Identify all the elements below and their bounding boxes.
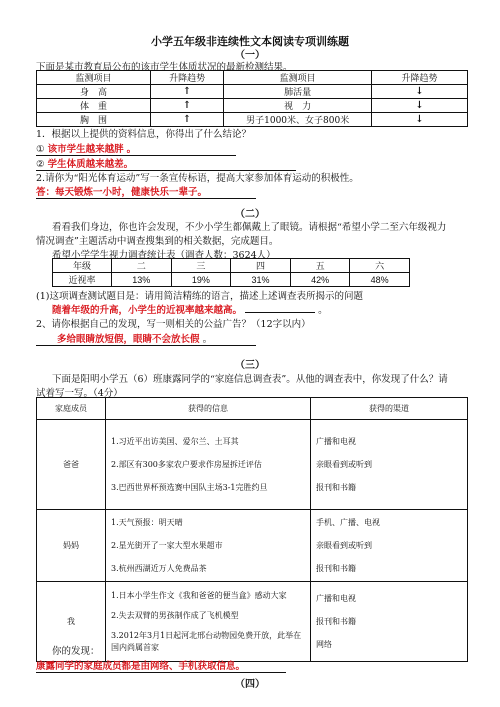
table-header: 四 bbox=[231, 259, 291, 273]
table-header: 获得的信息 bbox=[106, 398, 311, 420]
table-header-row bbox=[37, 398, 468, 420]
channel-list bbox=[311, 582, 468, 662]
family-member: 妈妈 bbox=[37, 510, 106, 582]
table-header: 升降趋势 bbox=[372, 71, 468, 85]
vision-table bbox=[52, 258, 410, 287]
table-header: 监测项目 bbox=[224, 71, 372, 85]
family-info-table bbox=[36, 397, 468, 662]
info-list bbox=[106, 420, 311, 510]
table-row bbox=[37, 85, 468, 99]
answer-1-1 bbox=[36, 141, 236, 156]
table-header: 监测项目 bbox=[37, 71, 151, 85]
channel-item: 报刊和书籍 bbox=[316, 483, 356, 492]
family-member: 爸爸 bbox=[37, 420, 106, 510]
info-item: 1.日本小学生作文《我和爸爸的便当盒》感动大家 bbox=[111, 590, 287, 600]
table-header: 五 bbox=[290, 259, 350, 273]
section-2-label: （二） bbox=[235, 209, 265, 220]
answer-2-1 bbox=[52, 302, 328, 316]
table-cell: 48% bbox=[350, 273, 410, 287]
info-item: 3.2012年3月1日起河北邢台动物园免费开放，此举在国内尚属首家 bbox=[111, 630, 302, 652]
table-row bbox=[37, 420, 468, 510]
channel-item: 广播和电视 bbox=[316, 437, 356, 446]
table-cell: 胸 围 bbox=[37, 113, 151, 127]
channel-item: 广播和电视 bbox=[316, 594, 356, 603]
table-header: 年级 bbox=[53, 259, 112, 273]
answer-text: 多给眼睛放短假，眼睛不会放长假 bbox=[57, 334, 200, 345]
table-header: 六 bbox=[350, 259, 410, 273]
question-2: 2.请你为“阳光体育运动”写一条宣传标语，提高大家参加体育运动的积极性。 bbox=[36, 173, 359, 184]
channel-item: 报刊和书籍 bbox=[316, 617, 356, 626]
question-2-2: 2、请你根据自己的发现，写一则相关的公益广告？（12字以内） bbox=[36, 319, 311, 330]
table-row bbox=[37, 510, 468, 582]
section-2-paragraph: 看看我们身边，你也许会发现，不少小学生都佩戴上了眼镜。请根据“希望小学二至六年级视力 bbox=[52, 222, 447, 233]
table-cell: 13% bbox=[112, 273, 172, 287]
answer-1-2 bbox=[36, 156, 296, 171]
down-arrow-icon: ↓ bbox=[372, 85, 468, 99]
down-arrow-icon: ↓ bbox=[372, 99, 468, 113]
table-cell: 肺活量 bbox=[224, 85, 372, 99]
answer-number: ① bbox=[36, 144, 45, 155]
section-1-label: （一） bbox=[235, 50, 265, 61]
table-cell: 视 力 bbox=[224, 99, 372, 113]
channel-item: 亲眼看到或听到 bbox=[316, 460, 372, 469]
channel-item: 报刊和书籍 bbox=[316, 564, 356, 573]
up-arrow-icon: ↑ bbox=[150, 85, 223, 99]
question-1: 1．根据以上提供的资料信息，你得出了什么结论？ bbox=[36, 129, 252, 140]
answer-text: 随着年级的升高，小学生的近视率越来越高。 bbox=[52, 305, 243, 316]
info-item: 1.天气预报：明天晴 bbox=[111, 518, 183, 527]
table-row bbox=[37, 113, 468, 127]
section-4-label: （四） bbox=[235, 679, 265, 690]
section-3-label: （三） bbox=[235, 360, 265, 371]
info-item: 2.失去双臂的男孩制作成了飞机模型 bbox=[111, 610, 239, 620]
channel-item: 亲眼看到或听到 bbox=[316, 541, 372, 550]
answer-number: ② bbox=[36, 159, 45, 170]
table-caption: 希望小学学生视力调查统计表（调查人数：3624人） bbox=[52, 250, 276, 261]
channel-item: 手机、广播、电视 bbox=[316, 518, 380, 527]
info-item: 2.部区有300多家农户要求作房屋拆迁评估 bbox=[111, 460, 262, 469]
up-arrow-icon: ↑ bbox=[150, 113, 223, 127]
up-arrow-icon: ↑ bbox=[150, 99, 223, 113]
finding-label: 你的发现： bbox=[52, 646, 100, 657]
answer-text: 学生体质越来越差。 bbox=[47, 159, 134, 170]
question-2-1: (1)这项调查测试题目是：请用简洁精练的语言，描述上述调查表所揭示的问题 bbox=[36, 291, 363, 302]
table-row bbox=[53, 259, 410, 273]
section-3-paragraph: 下面是阳明小学五（6）班康露同学的“家庭信息调查表”。从他的调查表中，你发现了什么？请 bbox=[52, 374, 448, 385]
table-header: 家庭成员 bbox=[37, 398, 106, 420]
table-row bbox=[37, 582, 468, 662]
table-header: 升降趋势 bbox=[150, 71, 223, 85]
answer-text: 。 bbox=[126, 144, 137, 155]
info-list bbox=[106, 510, 311, 582]
table-header-row bbox=[37, 71, 468, 85]
table-row bbox=[53, 273, 410, 287]
info-item: 1.习近平出访美国、爱尔兰、土耳其 bbox=[111, 437, 239, 446]
channel-list bbox=[311, 420, 468, 510]
answer-end: 。 bbox=[202, 334, 213, 345]
table-cell: 42% bbox=[290, 273, 350, 287]
table-cell: 体 重 bbox=[37, 99, 151, 113]
table-header: 二 bbox=[112, 259, 172, 273]
answer-2-2 bbox=[36, 331, 256, 346]
info-list bbox=[106, 582, 311, 662]
info-item: 3.杭州西湖近万人免费品茶 bbox=[111, 564, 207, 573]
down-arrow-icon: ↓ bbox=[372, 113, 468, 127]
table-cell: 31% bbox=[231, 273, 291, 287]
table-row bbox=[37, 99, 468, 113]
answer-end: 。 bbox=[318, 305, 328, 316]
channel-list bbox=[311, 510, 468, 582]
section-2-paragraph: 情况调查”主题活动中调查搜集到的相关数据，完成题目。 bbox=[36, 236, 279, 247]
answer-text: 该市学生越来越胖 bbox=[47, 144, 124, 155]
table-cell: 男子1000米、女子800米 bbox=[224, 113, 372, 127]
section-3-paragraph: 试着写一写。（4分） bbox=[36, 388, 123, 399]
finding-answer: 康露同学的家庭成员都是由网络、手机获取信息。 bbox=[36, 658, 286, 673]
info-item: 3.巴西世界杯预选赛中国队主场3-1完胜约旦 bbox=[111, 483, 268, 492]
table-header: 获得的渠道 bbox=[311, 398, 468, 420]
table-cell: 近视率 bbox=[53, 273, 112, 287]
info-item: 2.星光街开了一家大型水果超市 bbox=[111, 541, 223, 550]
table-cell: 19% bbox=[171, 273, 231, 287]
table-cell: 身 高 bbox=[37, 85, 151, 99]
table-header: 三 bbox=[171, 259, 231, 273]
fitness-table bbox=[36, 70, 468, 127]
channel-item: 网络 bbox=[316, 640, 332, 649]
answer-2: 答：每天锻炼一小时，健康快乐一辈子。 bbox=[36, 184, 256, 199]
section-1-intro: 下面是某市教育局公布的该市学生体质状况的最新检测结果。 bbox=[36, 62, 293, 73]
page-title: 小学五年级非连续性文本阅读专项训练题 bbox=[151, 35, 349, 48]
family-member: 我 bbox=[37, 582, 106, 662]
